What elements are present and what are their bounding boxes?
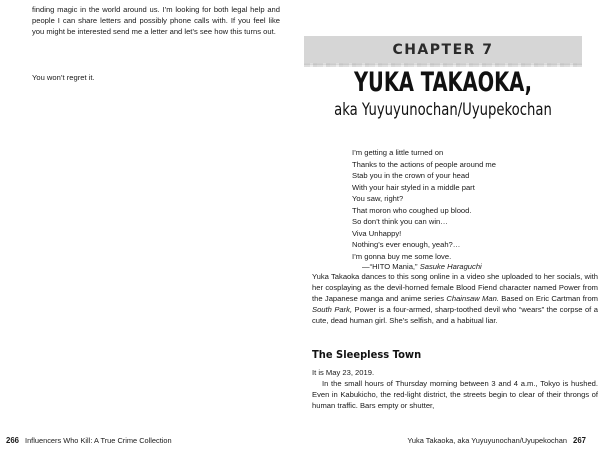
song-title: —“HITO Mania,” xyxy=(362,262,418,271)
lyric-line: I’m getting a little turned on xyxy=(352,148,444,157)
lyric-line: You saw, right? xyxy=(352,194,404,203)
lyric-line: That moron who coughed up blood. xyxy=(352,205,472,215)
body-paragraph: In the small hours of Thursday morning between 3 and 4 a.m., Tokyo is hushed. Even in Kabukicho, the red-light district, the streets begin to clear of their throngs of human traffic. Bars empty or shutter, xyxy=(312,379,598,410)
running-head: Influencers Who Kill: A True Crime Collection xyxy=(25,436,172,445)
lyric-line: Viva Unhappy! xyxy=(352,228,402,238)
running-head: Yuka Takaoka, aka Yuyuyunochan/Uyupekochan xyxy=(407,436,567,445)
intro-text: Based on Eric Cartman from xyxy=(498,294,598,303)
date-line: It is May 23, 2019. xyxy=(312,368,375,377)
lyric-line: Stab you in the crown of your head xyxy=(352,171,470,180)
page-number: 266 xyxy=(6,436,20,445)
intro-paragraph xyxy=(312,271,598,326)
right-page xyxy=(300,0,600,463)
lyric-line: So don’t think you can win… xyxy=(352,217,448,226)
intro-text: Yuka Takaoka dances to this song online in a video she uploaded to her socials, with her cosplaying as the devil-horned female Blood Fiend character named Power from the Japanese manga and anime series xyxy=(312,272,598,303)
series-title: Chainsaw Man. xyxy=(446,294,499,303)
left-folio xyxy=(6,436,172,445)
chapter-banner xyxy=(304,36,582,65)
body-paragraph: You won’t regret it. xyxy=(32,73,95,82)
song-lyrics xyxy=(352,147,496,262)
body-paragraph: finding magic in the world around us. I’m looking for both legal help and people I can share letters and possibly phone calls with. If you feel like you might be interested send me a letter and let’s see how this turns out. xyxy=(32,5,280,36)
lyric-line: With your hair styled in a middle part xyxy=(352,182,475,192)
page-number: 267 xyxy=(572,436,586,445)
chapter-label: CHAPTER 7 xyxy=(392,42,494,58)
intro-text: Power is a four-armed, sharp-toothed devil who “wears” the corpse of a cute, dead human girl. She’s selfish, and a habitual liar. xyxy=(312,305,598,325)
chapter-subtitle: aka Yuyuyunochan/Uyupekochan xyxy=(334,100,552,119)
right-folio xyxy=(407,436,586,445)
lyric-line: I’m gonna buy me some love. xyxy=(352,251,452,261)
lyric-line: Nothing’s ever enough, yeah?… xyxy=(352,240,461,249)
lyric-line: Thanks to the actions of people around me xyxy=(352,159,496,169)
show-title: South Park, xyxy=(312,305,353,314)
chapter-title: YUKA TAKAOKA, xyxy=(353,67,533,98)
section-heading: The Sleepless Town xyxy=(312,348,422,361)
song-artist: Sasuke Haraguchi xyxy=(419,262,482,271)
